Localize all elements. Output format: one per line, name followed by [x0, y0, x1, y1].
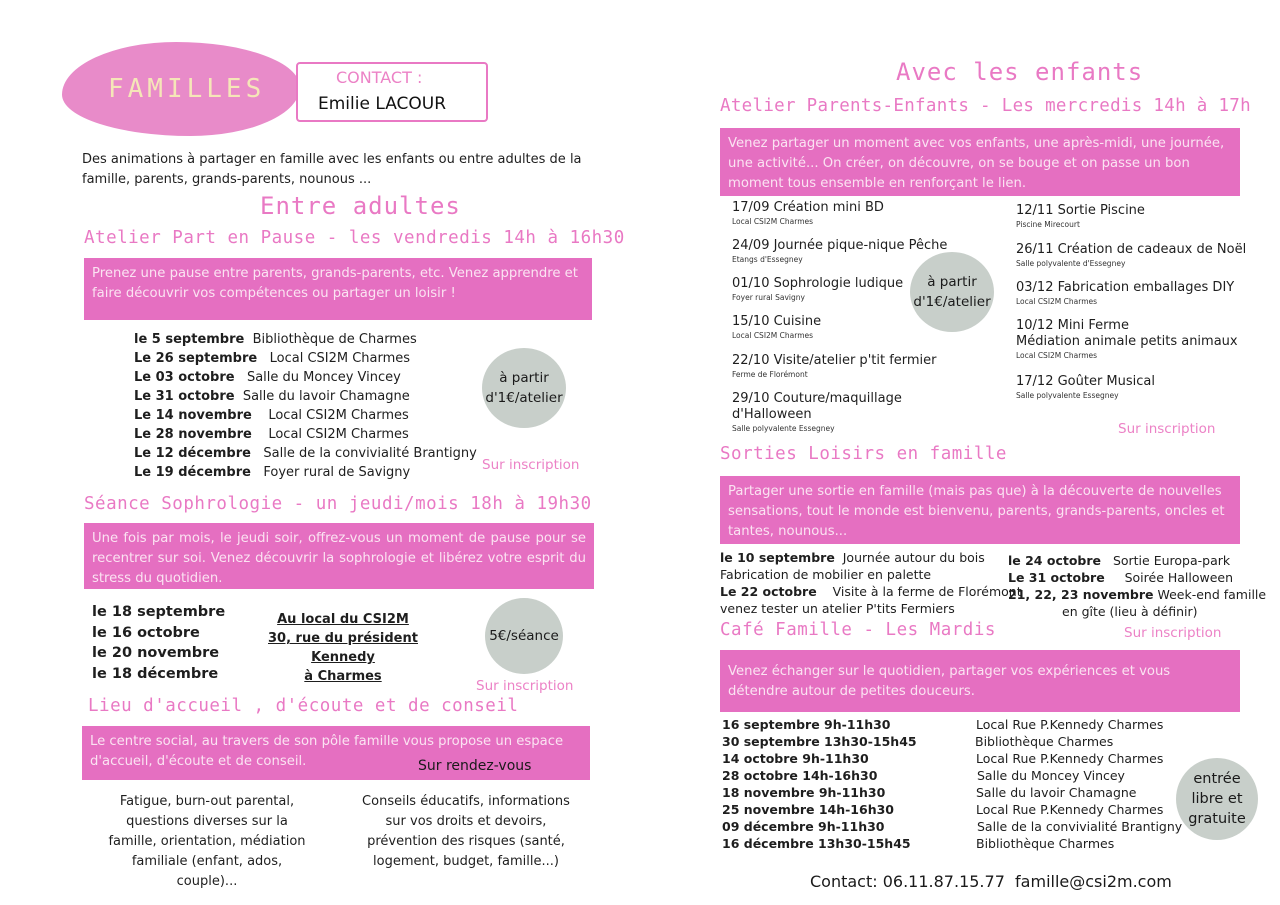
list-item: 01/10 Sophrologie ludique Foyer rural Savigny — [732, 276, 904, 302]
list-item-detail: Fabrication de mobilier en palette — [720, 567, 932, 582]
list-item: 17/12 Goûter Musical Salle polyvalente Essegney — [1016, 374, 1156, 400]
lieu-rdv: Sur rendez-vous — [418, 758, 532, 774]
sorties-right — [1008, 552, 1266, 620]
table-row: 18 novembre 9h-11h30 Salle du lavoir Chamagne — [722, 785, 1137, 800]
list-item: le 18 décembre — [92, 665, 219, 682]
sophro-address — [238, 610, 448, 686]
lieu-col2: Conseils éducatifs, informations sur vos droits et devoirs, prévention des risques (santé, logement, budget, famille...) — [362, 794, 570, 869]
sorties-left — [720, 549, 1022, 617]
sorties-box: Partager une sortie en famille (mais pas que) à la découverte de nouvelles sensations, tout le monde est bienvenu, parents, grands-parents, oncles et tantes, nounous... — [720, 476, 1240, 544]
list-item: Le 31 octobre Salle du lavoir Chamagne — [134, 389, 410, 404]
table-row: 16 décembre 13h30-15h45 Bibliothèque Charmes — [722, 836, 1115, 851]
ape-inscription: Sur inscription — [1118, 421, 1216, 437]
list-item: 29/10 Couture/maquillage d'Halloween Salle polyvalente Essegney — [732, 391, 902, 433]
cafe-title: Café Famille - Les Mardis — [720, 620, 996, 640]
familles-title: FAMILLES — [108, 74, 266, 104]
address-line: à Charmes — [304, 669, 382, 684]
table-row: 16 septembre 9h-11h30 Local Rue P.Kennedy Charmes — [722, 717, 1164, 732]
list-item: 12/11 Sortie Piscine Piscine Mirecourt — [1016, 203, 1145, 229]
ape-title: Atelier Parents-Enfants - Les mercredis 14h à 17h — [720, 96, 1251, 116]
list-item: 17/09 Création mini BD Local CSI2M Charmes — [732, 200, 884, 226]
list-item: Le 22 octobre Visite à la ferme de Florémont — [720, 584, 1022, 599]
list-item: 15/10 Cuisine Local CSI2M Charmes — [732, 314, 822, 340]
entre-adultes-heading: Entre adultes — [260, 192, 461, 220]
ape-price-badge: à partir d'1€/atelier — [910, 252, 994, 332]
list-item: le 10 septembre Journée autour du bois — [720, 550, 985, 565]
atelier-title: Atelier Part en Pause - les vendredis 14h à 16h30 — [84, 228, 625, 248]
table-row: 09 décembre 9h-11h30 Salle de la convivialité Brantigny — [722, 819, 1183, 834]
list-item: Le 28 novembre Local CSI2M Charmes — [134, 427, 409, 442]
lieu-col1: Fatigue, burn-out parental, questions diverses sur la famille, orientation, médiation familiale (enfant, ados, couple)... — [108, 794, 306, 889]
intro-text: Des animations à partager en famille avec les enfants ou entre adultes de la famille, parents, grands-parents, nounous ... — [82, 152, 582, 187]
table-row: 14 octobre 9h-11h30 Local Rue P.Kennedy Charmes — [722, 751, 1164, 766]
list-item-detail: en gîte (lieu à définir) — [1062, 604, 1198, 619]
atelier-box: Prenez une pause entre parents, grands-parents, etc. Venez apprendre et faire découvrir vos compétences ou partager un loisir ! — [84, 258, 592, 320]
list-item: 24/09 Journée pique-nique Pêche Etangs d'Essegney — [732, 238, 948, 264]
list-item: le 5 septembre Bibliothèque de Charmes — [134, 332, 417, 347]
lieu-box-text: Le centre social, au travers de son pôle famille vous propose un espace d'accueil, d'écoute et de conseil. — [90, 734, 564, 769]
list-item: Le 12 décembre Salle de la convivialité Brantigny — [134, 446, 477, 461]
sophro-title: Séance Sophrologie - un jeudi/mois 18h à 19h30 — [84, 494, 592, 514]
sorties-title: Sorties Loisirs en famille — [720, 444, 1007, 464]
list-item: 22/10 Visite/atelier p'tit fermier Ferme de Florémont — [732, 353, 937, 379]
list-item: le 24 octobre Sortie Europa-park — [1008, 553, 1231, 568]
list-item-detail: venez tester un atelier P'tits Fermiers — [720, 601, 955, 616]
cafe-schedule — [722, 716, 1183, 852]
list-item: Le 03 octobre Salle du Moncey Vincey — [134, 370, 401, 385]
list-item: Le 26 septembre Local CSI2M Charmes — [134, 351, 411, 366]
sophro-dates — [92, 602, 225, 684]
list-item: le 18 septembre — [92, 604, 226, 620]
table-row: 25 novembre 14h-16h30 Local Rue P.Kennedy Charmes — [722, 802, 1164, 817]
list-item: 26/11 Création de cadeaux de Noël Salle polyvalente d'Essegney — [1016, 242, 1247, 268]
list-item: Le 31 octobre Soirée Halloween — [1008, 570, 1234, 585]
table-row: 30 septembre 13h30-15h45 Bibliothèque Charmes — [722, 734, 1114, 749]
list-item: 03/12 Fabrication emballages DIY Local CSI2M Charmes — [1016, 280, 1235, 306]
sophro-inscription: Sur inscription — [476, 678, 574, 694]
list-item: 21, 22, 23 novembre Week-end famille — [1008, 587, 1267, 602]
list-item: le 16 octobre — [92, 624, 200, 641]
list-item: Le 19 décembre Foyer rural de Savigny — [134, 465, 411, 480]
atelier-price-badge: à partir d'1€/atelier — [482, 348, 566, 428]
avec-enfants-heading: Avec les enfants — [896, 58, 1144, 86]
contact-name: Emilie LACOUR — [318, 94, 447, 114]
address-line: 30, rue du président Kennedy — [268, 631, 418, 665]
footer-contact: Contact: 06.11.87.15.77 famille@csi2m.com — [810, 872, 1172, 891]
table-row: 28 octobre 14h-16h30 Salle du Moncey Vincey — [722, 768, 1125, 783]
list-item: Le 14 novembre Local CSI2M Charmes — [134, 408, 409, 423]
contact-label: CONTACT : — [336, 68, 423, 87]
list-item: 10/12 Mini Ferme Médiation animale petits animaux Local CSI2M Charmes — [1016, 318, 1238, 360]
list-item: le 20 novembre — [92, 645, 220, 661]
ape-box: Venez partager un moment avec vos enfants, une après-midi, une journée, une activité... On créer, on découvre, on se bouge et on passe un bon moment tous ensemble en renforçant le lien. — [720, 128, 1240, 196]
sophro-price-badge: 5€/séance — [485, 598, 563, 674]
cafe-inscription: Sur inscription — [1124, 625, 1222, 641]
cafe-box: Venez échanger sur le quotidien, partager vos expériences et vous détendre autour de petites douceurs. — [720, 650, 1240, 712]
lieu-title: Lieu d'accueil , d'écoute et de conseil — [88, 696, 519, 716]
sophro-box: Une fois par mois, le jeudi soir, offrez-vous un moment de pause pour se recentrer sur soi. Venez découvrir la sophrologie et libérez votre esprit du stress du quotidien. — [84, 523, 594, 589]
atelier-inscription: Sur inscription — [482, 457, 580, 473]
address-line: Au local du CSI2M — [277, 612, 409, 627]
cafe-price-badge: entrée libre et gratuite — [1176, 758, 1258, 840]
